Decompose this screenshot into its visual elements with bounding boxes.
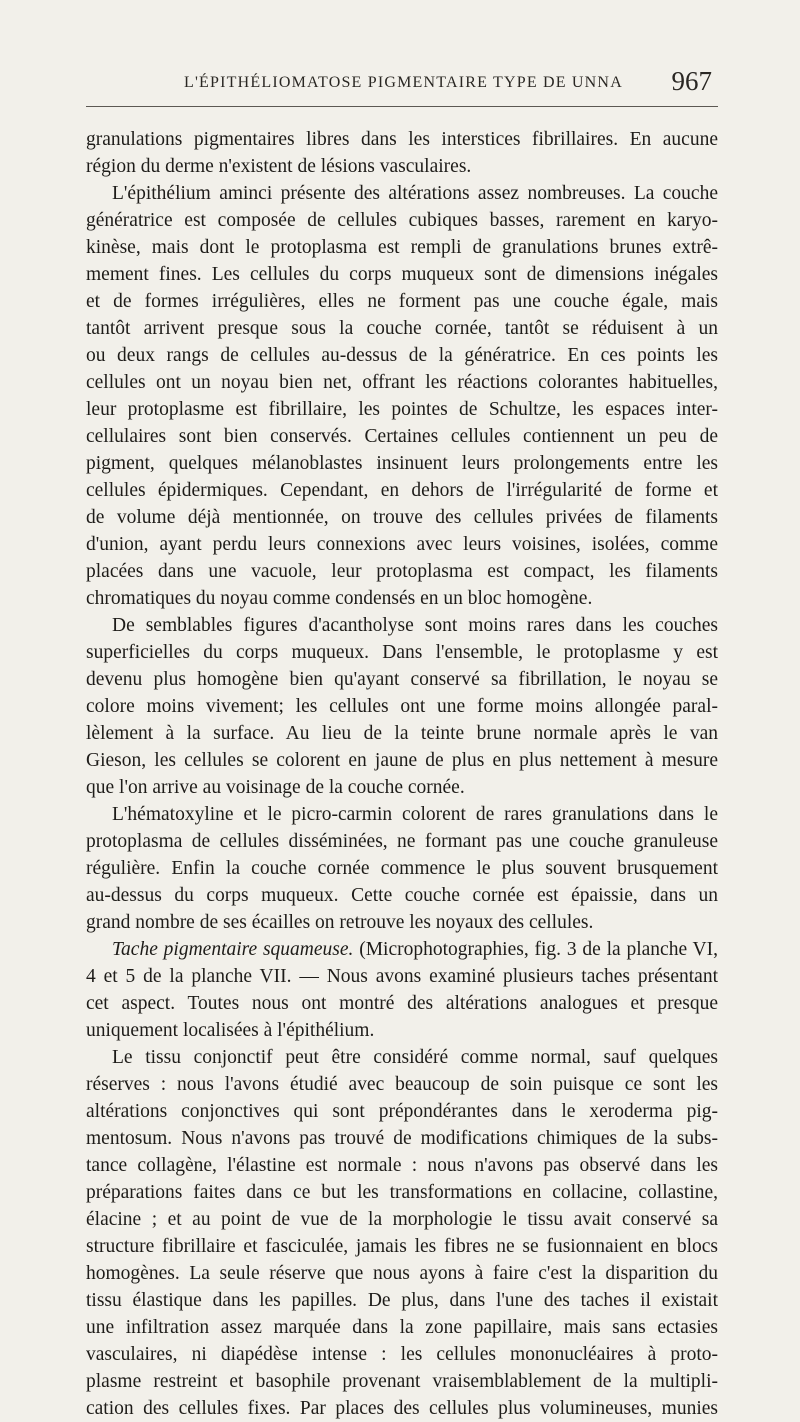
text-line bbox=[86, 153, 718, 180]
line-text: réserves : nous l'avons étudié avec beaucoup de soin puisque ce sont les bbox=[86, 1074, 718, 1095]
line-text: placées dans une vacuole, leur protoplasma est compact, les filaments bbox=[86, 561, 718, 582]
line-text: préparations faites dans ce but les transformations en collacine, collastine, bbox=[86, 1182, 718, 1203]
text-line bbox=[86, 1260, 718, 1287]
text-line bbox=[86, 1071, 718, 1098]
text-line bbox=[86, 1341, 718, 1368]
line-text: au-dessus du corps muqueux. Cette couche cornée est épaissie, dans un bbox=[86, 885, 718, 906]
line-text: ou deux rangs de cellules au-dessus de la génératrice. En ces points les bbox=[86, 345, 718, 366]
line-text: structure fibrillaire et fasciculée, jamais les fibres ne se fusionnaient en blocs bbox=[86, 1236, 718, 1257]
text-line bbox=[86, 1368, 718, 1395]
text-line bbox=[86, 1314, 718, 1341]
text-line bbox=[86, 261, 718, 288]
italic-heading: Tache pigmentaire squameuse. bbox=[112, 939, 360, 960]
header-rule bbox=[86, 106, 718, 107]
line-text: Gieson, les cellules se colorent en jaune de plus en plus nettement à mesure bbox=[86, 750, 718, 771]
text-line bbox=[86, 828, 718, 855]
text-line bbox=[86, 369, 718, 396]
line-text: L'hématoxyline et le picro-carmin colorent de rares granulations dans le bbox=[112, 804, 718, 825]
text-line bbox=[86, 1206, 718, 1233]
page-header bbox=[86, 64, 718, 100]
text-line bbox=[86, 801, 718, 828]
line-text: région du derme n'existent de lésions vasculaires. bbox=[86, 156, 472, 177]
text-line bbox=[86, 990, 718, 1017]
text-line bbox=[86, 693, 718, 720]
line-text: tantôt arrivent presque sous la couche cornée, tantôt se réduisent à un bbox=[86, 318, 718, 339]
text-line bbox=[86, 558, 718, 585]
text-line bbox=[86, 234, 718, 261]
text-line bbox=[86, 1044, 718, 1071]
line-text: plasme restreint et basophile provenant vraisemblablement de la multipli- bbox=[86, 1371, 718, 1392]
text-line bbox=[86, 423, 718, 450]
text-line bbox=[86, 450, 718, 477]
running-head: L'ÉPITHÉLIOMATOSE PIGMENTAIRE TYPE DE UNNA bbox=[184, 74, 623, 91]
text-line bbox=[86, 531, 718, 558]
line-text: tance collagène, l'élastine est normale : nous n'avons pas observé dans les bbox=[86, 1155, 718, 1176]
line-text: cellules épidermiques. Cependant, en dehors de l'irrégularité de forme et bbox=[86, 480, 718, 501]
line-text: leur protoplasme est fibrillaire, les pointes de Schultze, les espaces inter- bbox=[86, 399, 718, 420]
line-text: L'épithélium aminci présente des altérations assez nombreuses. La couche bbox=[112, 183, 718, 204]
text-line bbox=[86, 666, 718, 693]
text-line bbox=[86, 477, 718, 504]
line-text: altérations conjonctives qui sont prépondérantes dans le xeroderma pig- bbox=[86, 1101, 718, 1122]
text-line bbox=[86, 1395, 718, 1422]
line-text: tissu élastique dans les papilles. De plus, dans l'une des taches il existait bbox=[86, 1290, 718, 1311]
text-line bbox=[86, 612, 718, 639]
line-text: colore moins vivement; les cellules ont une forme moins allongée paral- bbox=[86, 696, 718, 717]
line-text: uniquement localisées à l'épithélium. bbox=[86, 1020, 375, 1041]
line-text: de volume déjà mentionnée, on trouve des cellules privées de filaments bbox=[86, 507, 718, 528]
line-text: kinèse, mais dont le protoplasma est rempli de granulations brunes extrê- bbox=[86, 237, 718, 258]
line-text: superficielles du corps muqueux. Dans l'ensemble, le protoplasme y est bbox=[86, 642, 718, 663]
line-text: pigment, quelques mélanoblastes insinuent leurs prolongements entre les bbox=[86, 453, 718, 474]
line-text: granulations pigmentaires libres dans les interstices fibrillaires. En aucune bbox=[86, 129, 718, 150]
page-number: 967 bbox=[671, 66, 712, 96]
text-line bbox=[86, 1017, 718, 1044]
line-text: 4 et 5 de la planche VII. — Nous avons examiné plusieurs taches présentant bbox=[86, 966, 718, 987]
line-text: chromatiques du noyau comme condensés en un bloc homogène. bbox=[86, 588, 593, 609]
text-line bbox=[86, 315, 718, 342]
text-line bbox=[86, 720, 718, 747]
text-line bbox=[86, 396, 718, 423]
text-line bbox=[86, 126, 718, 153]
text-line bbox=[86, 585, 718, 612]
line-text: cation des cellules fixes. Par places des cellules plus volumineuses, munies bbox=[86, 1398, 718, 1419]
line-text: d'union, ayant perdu leurs connexions avec leurs voisines, isolées, comme bbox=[86, 534, 718, 555]
line-text: cet aspect. Toutes nous ont montré des altérations analogues et presque bbox=[86, 993, 718, 1014]
line-text: mement fines. Les cellules du corps muqueux sont de dimensions inégales bbox=[86, 264, 718, 285]
line-text: homogènes. La seule réserve que nous ayons à faire c'est la disparition du bbox=[86, 1263, 718, 1284]
line-text: De semblables figures d'acantholyse sont moins rares dans les couches bbox=[112, 615, 718, 636]
text-line bbox=[86, 882, 718, 909]
line-text: grand nombre de ses écailles on retrouve les noyaux des cellules. bbox=[86, 912, 594, 933]
line-text: régulière. Enfin la couche cornée commence le plus souvent brusquement bbox=[86, 858, 718, 879]
line-text: une infiltration assez marquée dans la zone papillaire, mais sans ectasies bbox=[86, 1317, 718, 1338]
text-line bbox=[86, 1125, 718, 1152]
line-text: vasculaires, ni diapédèse intense : les cellules mononucléaires à proto- bbox=[86, 1344, 718, 1365]
text-line bbox=[86, 180, 718, 207]
line-text: mentosum. Nous n'avons pas trouvé de modifications chimiques de la subs- bbox=[86, 1128, 718, 1149]
text-line bbox=[86, 963, 718, 990]
text-line bbox=[86, 1098, 718, 1125]
line-text: Le tissu conjonctif peut être considéré comme normal, sauf quelques bbox=[112, 1047, 718, 1068]
line-text: (Microphotographies, fig. 3 de la planche VI, bbox=[359, 939, 718, 960]
text-line bbox=[86, 855, 718, 882]
text-line bbox=[86, 342, 718, 369]
line-text: que l'on arrive au voisinage de la couche cornée. bbox=[86, 777, 465, 798]
text-line bbox=[86, 288, 718, 315]
text-line bbox=[86, 1287, 718, 1314]
line-text: cellulaires sont bien conservés. Certaines cellules contiennent un peu de bbox=[86, 426, 718, 447]
text-line bbox=[86, 774, 718, 801]
text-line bbox=[86, 909, 718, 936]
line-text: protoplasma de cellules disséminées, ne formant pas une couche granuleuse bbox=[86, 831, 718, 852]
text-line bbox=[86, 207, 718, 234]
text-line bbox=[86, 639, 718, 666]
text-line bbox=[86, 747, 718, 774]
text-line bbox=[86, 936, 718, 963]
line-text: et de formes irrégulières, elles ne forment pas une couche égale, mais bbox=[86, 291, 718, 312]
line-text: lèlement à la surface. Au lieu de la teinte brune normale après le van bbox=[86, 723, 718, 744]
text-line bbox=[86, 1233, 718, 1260]
text-line bbox=[86, 504, 718, 531]
line-text: devenu plus homogène bien qu'ayant conservé sa fibrillation, le noyau se bbox=[86, 669, 718, 690]
text-line bbox=[86, 1152, 718, 1179]
line-text: élacine ; et au point de vue de la morphologie le tissu avait conservé sa bbox=[86, 1209, 718, 1230]
body-text bbox=[86, 126, 718, 1422]
line-text: génératrice est composée de cellules cubiques basses, rarement en karyo- bbox=[86, 210, 718, 231]
text-line bbox=[86, 1179, 718, 1206]
line-text: cellules ont un noyau bien net, offrant les réactions colorantes habituelles, bbox=[86, 372, 718, 393]
